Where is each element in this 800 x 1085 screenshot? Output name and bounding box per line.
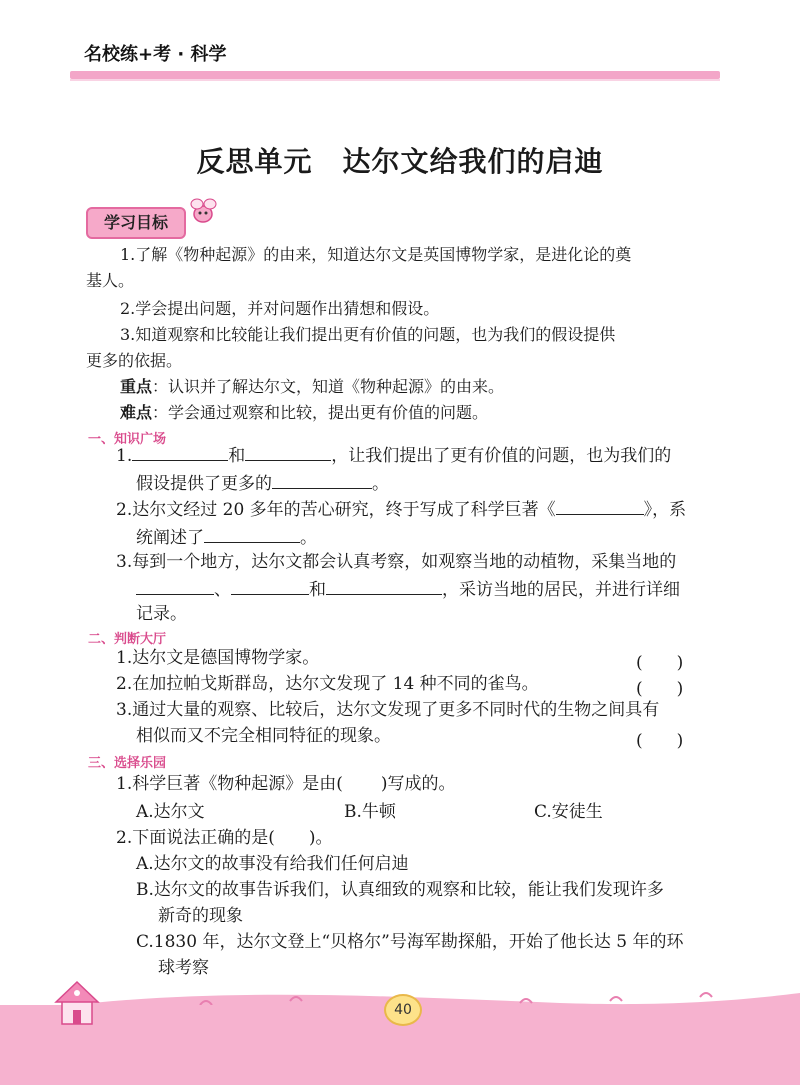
title-unit: 反思单元	[196, 145, 313, 178]
hard-label: 难点	[120, 403, 153, 422]
blank-3b[interactable]	[231, 574, 309, 595]
cq1-option-b[interactable]: B.牛顿	[344, 802, 396, 822]
q2-text-b: 》，系	[643, 500, 687, 520]
fill-question-1	[116, 440, 671, 470]
cq2-option-b-cont: 新奇的现象	[158, 906, 243, 926]
cq2-text-b: )。	[308, 828, 333, 848]
blank-3a[interactable]	[136, 574, 214, 595]
fill-question-3: 3.每到一个地方，达尔文都会认真考察，如观察当地的动植物，采集当地的	[116, 552, 677, 572]
objectives-badge: 学习目标	[86, 207, 186, 239]
page-number: 40	[384, 994, 422, 1026]
cq1-text-b: )写成的。	[380, 774, 456, 794]
q2-line2: 统阐述了	[136, 528, 204, 548]
blank-1b[interactable]	[245, 440, 331, 461]
q1-line2: 假设提供了更多的	[136, 474, 272, 494]
fill-question-3-line2	[136, 574, 680, 604]
blank-3c[interactable]	[326, 574, 442, 595]
blank-2b[interactable]	[204, 522, 300, 543]
objective-1: 1.了解《物种起源》的由来，知道达尔文是英国博物学家，是进化论的奠	[120, 245, 632, 264]
q1-rest: ，让我们提出了更有价值的问题，也为我们的	[331, 446, 672, 466]
judge-question-2: 2.在加拉帕戈斯群岛，达尔文发现了 14 种不同的雀鸟。	[116, 674, 539, 694]
header-divider	[70, 71, 720, 79]
cq2-text: 2.下面说法正确的是(	[116, 828, 275, 848]
key-label: 重点	[120, 377, 153, 396]
blank-1a[interactable]	[132, 440, 228, 461]
section-2-heading: 二、判断大厅	[88, 632, 167, 647]
q1-number: 1.	[116, 446, 133, 466]
blank-1c[interactable]	[272, 468, 372, 489]
cq1-text: 1.科学巨著《物种起源》是由(	[116, 774, 343, 794]
cq2-option-b[interactable]: B.达尔文的故事告诉我们，认真细致的观察和比较，能让我们发现许多	[136, 880, 664, 900]
bee-icon	[186, 196, 220, 228]
objective-2: 2.学会提出问题，并对问题作出猜想和假设。	[120, 299, 440, 318]
section-1-heading: 一、知识广场	[88, 432, 167, 447]
hard-text: ：学会通过观察和比较，提出更有价值的问题。	[152, 403, 489, 422]
q1-end: 。	[372, 474, 389, 494]
judge-question-1: 1.达尔文是德国博物学家。	[116, 648, 320, 668]
fill-question-2	[116, 494, 686, 524]
header-divider-shadow	[70, 79, 720, 81]
q2-text: 2.达尔文经过 20 多年的苦心研究，终于写成了科学巨著《	[116, 500, 556, 520]
cq1-option-a[interactable]: A.达尔文	[136, 802, 205, 822]
title-lesson: 达尔文给我们的启迪	[342, 145, 604, 178]
cq2-option-a[interactable]: A.达尔文的故事没有给我们任何启迪	[136, 854, 409, 874]
q3-rest: ，采访当地的居民，并进行详细	[442, 580, 680, 600]
choice-question-1	[116, 770, 456, 798]
judge-answer-2[interactable]: ( )	[636, 679, 684, 699]
q3-and: 和	[309, 580, 326, 600]
cq2-option-c-cont: 球考察	[158, 958, 209, 978]
key-point	[120, 374, 504, 400]
cq1-option-c[interactable]: C.安徒生	[534, 802, 603, 822]
q3-sep: 、	[214, 580, 231, 600]
fill-question-3-line3: 记录。	[136, 604, 187, 624]
house-icon	[48, 978, 108, 1030]
judge-question-3: 3.通过大量的观察、比较后，达尔文发现了更多不同时代的生物之间具有	[116, 700, 660, 720]
objective-1-cont: 基人。	[86, 271, 135, 290]
cq2-option-c[interactable]: C.1830 年，达尔文登上“贝格尔”号海军勘探船，开始了他长达 5 年的环	[136, 932, 684, 952]
blank-2a[interactable]	[556, 494, 644, 515]
q1-and: 和	[228, 446, 246, 466]
choice-question-2	[116, 824, 333, 852]
section-3-heading: 三、选择乐园	[88, 756, 167, 771]
difficult-point	[120, 400, 488, 426]
objective-3: 3.知道观察和比较能让我们提出更有价值的问题，也为我们的假设提供	[120, 325, 616, 344]
key-text: ：认识并了解达尔文，知道《物种起源》的由来。	[152, 377, 505, 396]
judge-answer-3[interactable]: ( )	[636, 731, 684, 751]
objective-3-cont: 更多的依据。	[86, 351, 183, 370]
q2-end: 。	[300, 528, 317, 548]
judge-question-3-cont: 相似而又不完全相同特征的现象。	[136, 726, 391, 746]
page-title	[0, 140, 800, 180]
judge-answer-1[interactable]: ( )	[636, 653, 684, 673]
header-title: 名校练+考 · 科学	[84, 44, 227, 65]
